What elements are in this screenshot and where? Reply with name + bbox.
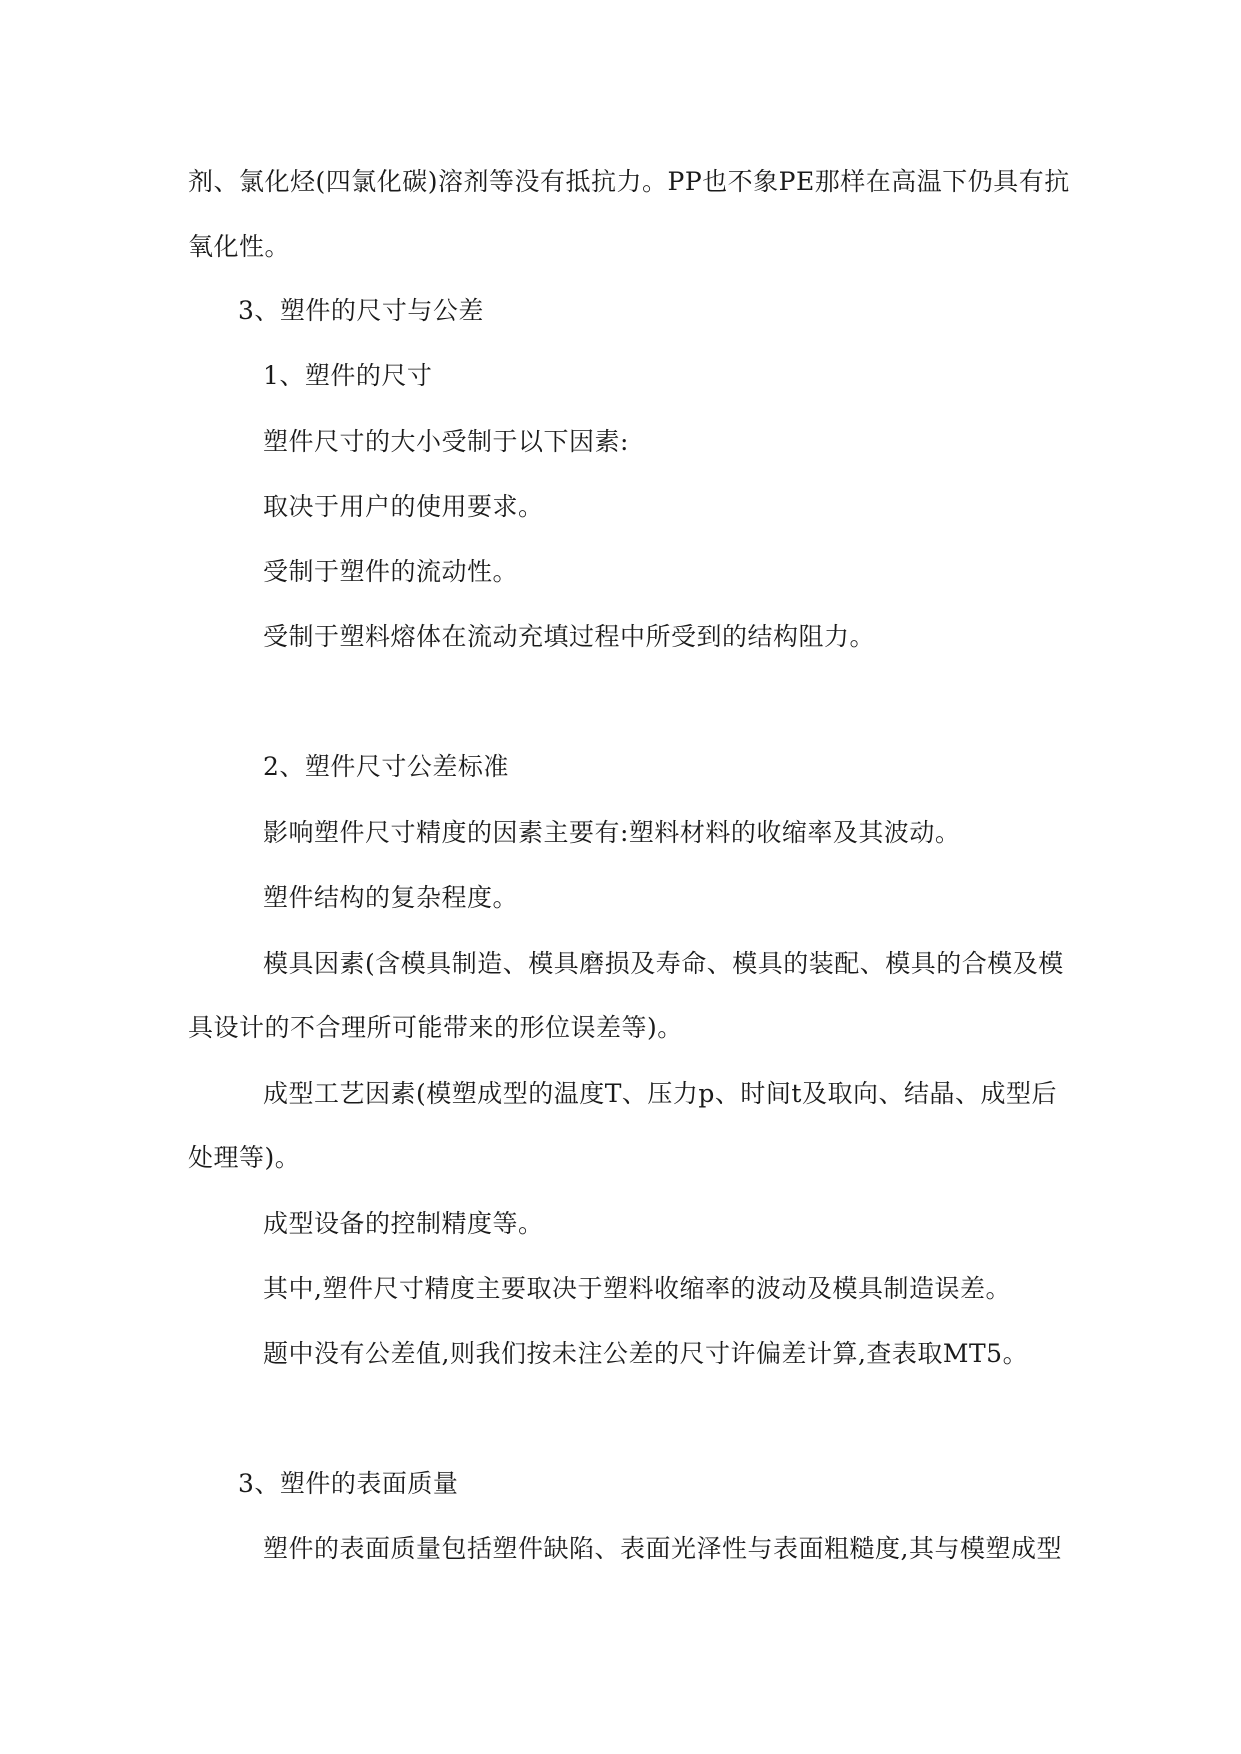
- paragraph-line: 处理等)。: [188, 1143, 301, 1172]
- section-heading: 3、塑件的尺寸与公差: [238, 296, 484, 325]
- paragraph-line: 题中没有公差值,则我们按未注公差的尺寸许偏差计算,查表取MT5。: [263, 1339, 1029, 1368]
- paragraph-line: 氧化性。: [188, 232, 291, 261]
- subsection-heading: 1、塑件的尺寸: [263, 361, 433, 390]
- paragraph-line: 受制于塑件的流动性。: [263, 557, 519, 586]
- paragraph-line: 剂、氯化烃(四氯化碳)溶剂等没有抵抗力。PP也不象PE那样在高温下仍具有抗: [188, 167, 1070, 196]
- paragraph-line: 取决于用户的使用要求。: [263, 492, 544, 521]
- paragraph-line: 成型工艺因素(模塑成型的温度T、压力p、时间t及取向、结晶、成型后: [263, 1079, 1057, 1108]
- paragraph-line: 其中,塑件尺寸精度主要取决于塑料收缩率的波动及模具制造误差。: [263, 1274, 1011, 1303]
- paragraph-line: 具设计的不合理所可能带来的形位误差等)。: [188, 1013, 683, 1042]
- subsection-heading: 2、塑件尺寸公差标准: [263, 752, 509, 781]
- paragraph-line: 塑件尺寸的大小受制于以下因素:: [263, 427, 629, 456]
- paragraph-line: 塑件结构的复杂程度。: [263, 883, 519, 912]
- paragraph-line: 成型设备的控制精度等。: [263, 1209, 544, 1238]
- paragraph-line: 受制于塑料熔体在流动充填过程中所受到的结构阻力。: [263, 622, 876, 651]
- paragraph-line: 模具因素(含模具制造、模具磨损及寿命、模具的装配、模具的合模及模: [263, 949, 1064, 978]
- paragraph-line: 影响塑件尺寸精度的因素主要有:塑料材料的收缩率及其波动。: [263, 818, 961, 847]
- section-heading: 3、塑件的表面质量: [238, 1469, 459, 1498]
- paragraph-line: 塑件的表面质量包括塑件缺陷、表面光泽性与表面粗糙度,其与模塑成型: [263, 1534, 1062, 1563]
